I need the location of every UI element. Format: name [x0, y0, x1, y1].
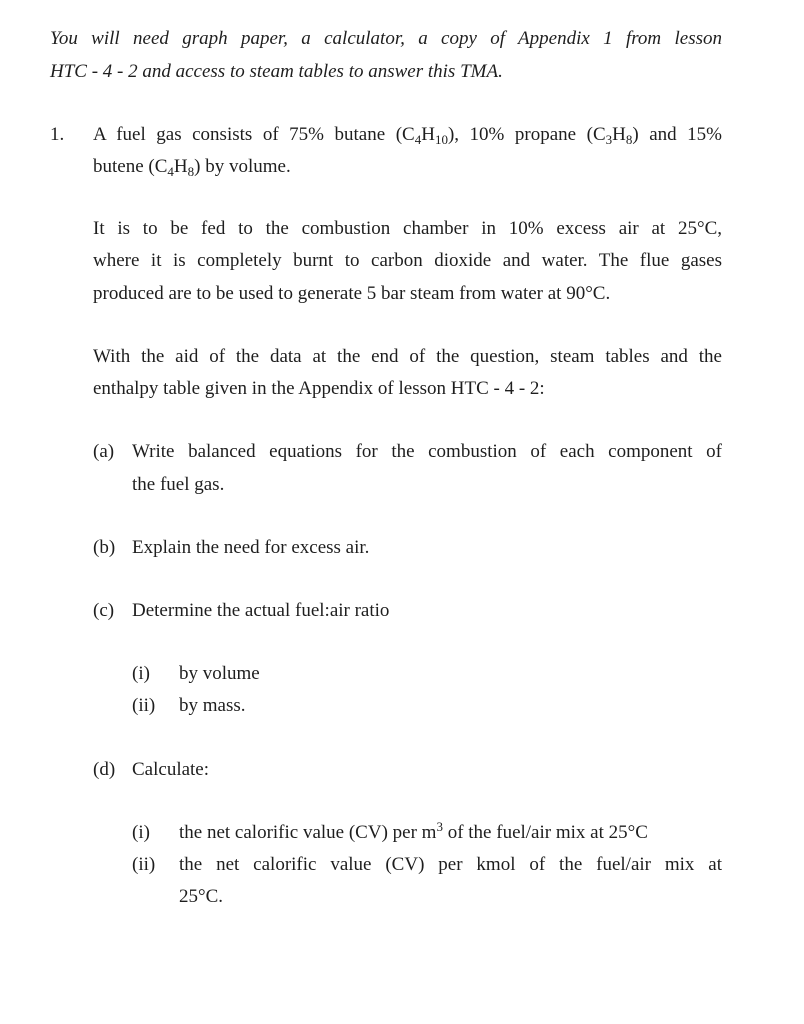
part-c-ii-text: by mass.	[179, 695, 246, 716]
question-para-1-line-2: butene $(C_4H_8)$ by volume.	[93, 156, 291, 179]
question-para-1-line-1: A fuel gas consists of 75% butane $(C_4H_{10})$, 10% propane $(C_3H_8)$ and 15%	[93, 124, 722, 147]
part-c-ii-label: (ii)	[132, 695, 156, 716]
part-b-label: (b)	[93, 537, 116, 558]
part-d-ii-line-1: the net calorific value (CV) per kmol of the fuel/air mix at	[179, 854, 722, 875]
part-c-i-label: (i)	[132, 663, 150, 684]
question-para-3-line-1: With the aid of the data at the end of the question, steam tables and the	[93, 346, 722, 367]
intro-line-2: HTC - 4 - 2 and access to steam tables to answer this TMA.	[50, 61, 503, 82]
question-para-2-line-1: It is to be fed to the combustion chamber in 10% excess air at 25°C,	[93, 218, 722, 239]
intro-line-1: You will need graph paper, a calculator, a copy of Appendix 1 from lesson	[50, 28, 722, 49]
part-a-label: (a)	[93, 441, 115, 462]
question-para-2-line-2: where it is completely burnt to carbon dioxide and water. The flue gases	[93, 250, 722, 271]
part-c-text: Determine the actual fuel:air ratio	[132, 600, 390, 621]
part-b-text: Explain the need for excess air.	[132, 537, 370, 558]
question-para-2-line-3: produced are to be used to generate 5 bar steam from water at 90°C.	[93, 283, 611, 304]
question-para-3-line-2: enthalpy table given in the Appendix of lesson HTC - 4 - 2:	[93, 378, 545, 399]
part-d-text: Calculate:	[132, 759, 210, 780]
part-a-line-2: the fuel gas.	[132, 474, 225, 495]
part-a-line-1: Write balanced equations for the combustion of each component of	[132, 441, 722, 462]
part-d-i-text: the net calorific value (CV) per $m^3$ of the fuel/air mix at 25°C	[179, 819, 648, 843]
part-d-ii-label: (ii)	[132, 854, 156, 875]
part-d-label: (d)	[93, 759, 116, 780]
part-c-i-text: by volume	[179, 663, 260, 684]
part-d-ii-line-2: 25°C.	[179, 886, 224, 907]
part-d-i-label: (i)	[132, 822, 150, 843]
part-c-label: (c)	[93, 600, 115, 621]
question-number: 1.	[50, 124, 65, 145]
